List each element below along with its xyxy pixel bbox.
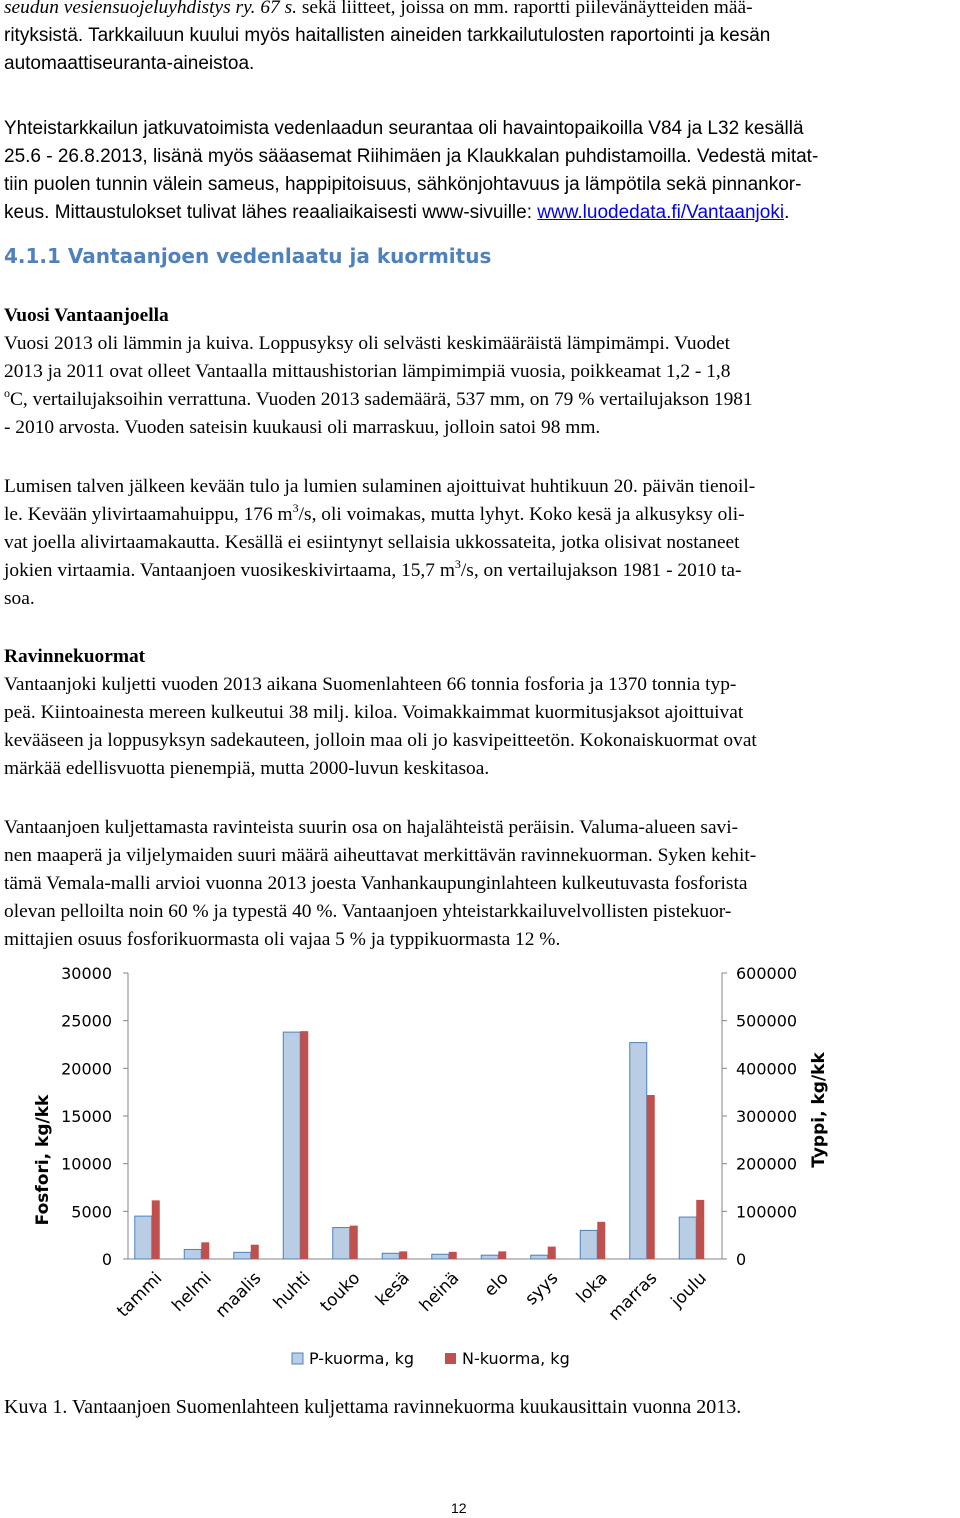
x-tick-label: tammi <box>113 1268 167 1322</box>
x-tick-label: syys <box>521 1268 563 1310</box>
x-tick-label: helmi <box>168 1268 216 1316</box>
year-line-4: - 2010 arvosta. Vuoden sateisin kuukausi oli marraskuu, jolloin satoi 98 mm. <box>4 417 601 438</box>
section-heading: 4.1.1 Vantaanjoen vedenlaatu ja kuormitus <box>4 244 492 268</box>
figure-caption: Kuva 1. Vantaanjoen Suomenlahteen kuljettama ravinnekuorma kuukausittain vuonna 2013. <box>4 1396 742 1418</box>
x-tick-label: touko <box>316 1268 365 1317</box>
x-tick-label: elo <box>480 1268 513 1301</box>
right-tick-label: 600000 <box>736 964 798 983</box>
left-tick-label: 5000 <box>71 1202 112 1222</box>
p-bar <box>630 1043 647 1259</box>
nutrients-line-2: peä. Kiintoainesta mereen kulkeutui 38 milj. kiloa. Voimakkaimmat kuormitusjaksot ajoittuivat <box>4 702 744 723</box>
spring-line-1: Lumisen talven jälkeen kevään tulo ja lumien sulaminen ajoittuivat huhtikuun 20. päivän tienoil- <box>4 476 756 497</box>
sources-line-2: nen maaperä ja viljelymaiden suuri määrä aiheuttavat merkittävän ravinnekuorman. Syken kehit- <box>4 845 757 866</box>
left-tick-label: 0 <box>101 1250 112 1269</box>
x-tick-label: joulu <box>667 1268 711 1312</box>
right-tick-label: 100000 <box>736 1202 798 1222</box>
legend-label-p: P-kuorma, kg <box>309 1349 415 1368</box>
p-bar <box>580 1230 597 1259</box>
luodedata-link[interactable]: www.luodedata.fi/Vantaanjoki <box>537 202 785 223</box>
y-axis-label-right: Typpi, kg/kk <box>809 1052 829 1168</box>
right-tick-label: 300000 <box>736 1107 798 1126</box>
p-bar <box>481 1255 498 1259</box>
legend-label-n: N-kuorma, kg <box>462 1349 570 1368</box>
n-bar <box>498 1251 506 1259</box>
x-tick-label: kesä <box>372 1268 414 1311</box>
n-bar <box>251 1245 259 1259</box>
p-bar <box>432 1254 449 1259</box>
left-tick-label: 10000 <box>61 1154 112 1174</box>
p-bar <box>234 1252 251 1259</box>
nutrients-line-1: Vantaanjoki kuljetti vuoden 2013 aikana Suomenlahteen 66 tonnia fosforia ja 1370 tonnia typ- <box>4 674 737 695</box>
n-bar <box>350 1226 358 1259</box>
n-bar <box>647 1095 655 1259</box>
p-bar <box>382 1253 399 1259</box>
sources-line-4: olevan pelloilta noin 60 % ja typestä 40 %. Vantaanjoen yhteistarkkailuvelvollisten pistekuor- <box>4 901 732 922</box>
spring-line-5: soa. <box>4 588 35 609</box>
intro-line-1: seudun vesiensuojeluyhdistys ry. 67 s. sekä liitteet, joissa on mm. raportti piilevänäytteiden mää- <box>4 0 753 18</box>
monitoring-line-3: tiin puolen tunnin välein sameus, happipitoisuus, sähkönjohtavuus ja lämpötila sekä pinnankor- <box>4 174 802 195</box>
spring-line-3: vat joella alivirtaamakautta. Kesällä ei esiintynyt sellaisia ukkossateita, jotka olisivat nostaneet <box>4 532 740 553</box>
sources-line-3: tämä Vemala-malli arvioi vuonna 2013 joesta Vanhankaupunginlahteen kulkeutuvasta fosforista <box>4 873 748 894</box>
n-bar <box>201 1242 209 1259</box>
n-bar <box>449 1252 457 1259</box>
monitoring-line-1: Yhteistarkkailun jatkuvatoimista vedenlaadun seurantaa oli havaintopaikoilla V84 ja L32 kesällä <box>4 118 804 139</box>
right-tick-label: 400000 <box>736 1059 798 1079</box>
x-tick-label: huhti <box>269 1268 315 1314</box>
spring-line-4: jokien virtaamia. Vantaanjoen vuosikeskivirtaama, 15,7 $m^3/s$, on vertailujakson 1981 - 2010 ta- <box>4 557 742 581</box>
spring-line-2: le. Kevään ylivirtaamahuippu, 176 $m^3/s$, oli voimakas, mutta lyhyt. Koko kesä ja alkusyksy oli- <box>4 501 745 525</box>
n-bar <box>300 1031 308 1259</box>
left-tick-label: 15000 <box>61 1107 112 1126</box>
n-bar <box>597 1222 605 1259</box>
monitoring-line-2: 25.6 - 26.8.2013, lisänä myös sääasemat Riihimäen ja Klaukkalan puhdistamoilla. Vedestä mitat- <box>4 146 819 167</box>
legend-swatch-n <box>445 1353 456 1364</box>
nutrients-heading: Ravinnekuormat <box>4 646 146 667</box>
nutrients-line-4: märkää edellisvuotta pienempiä, mutta 2000-luvun keskitasoa. <box>4 758 490 779</box>
right-tick-label: 0 <box>736 1250 747 1269</box>
right-tick-label: 200000 <box>736 1154 798 1174</box>
p-bar <box>283 1032 300 1259</box>
year-heading: Vuosi Vantaanjoella <box>4 305 169 326</box>
n-bar <box>399 1251 407 1259</box>
nutrient-load-chart <box>0 960 960 1390</box>
nutrients-line-3: kevääseen ja loppusyksyn sadekauteen, jolloin maa oli jo kasvipeitteetön. Kokonaiskuormat ovat <box>4 730 757 751</box>
sources-line-5: mittajien osuus fosforikuormasta oli vajaa 5 % ja typpikuormasta 12 %. <box>4 929 561 950</box>
intro-line-2: rityksistä. Tarkkailuun kuului myös haitallisten aineiden tarkkailutulosten raportointi ja kesän <box>4 25 771 46</box>
x-tick-label: marras <box>604 1268 662 1325</box>
y-axis-label-left: Fosfori, kg/kk <box>33 1094 53 1226</box>
intro-line-3: automaattiseuranta-aineistoa. <box>4 53 255 74</box>
n-bar <box>152 1200 160 1259</box>
p-bar <box>333 1228 350 1259</box>
page-number: 12 <box>451 1500 467 1516</box>
monitoring-line-4: keus. Mittaustulokset tulivat lähes reaaliaikaisesti www-sivuille: www.luodedata.fi/Vantaanjoki. <box>4 202 790 223</box>
year-line-2: 2013 ja 2011 ovat olleet Vantaalla mittaushistorian lämpimimpiä vuosia, poikkeamat 1,2 - 1,8 <box>4 361 731 382</box>
year-line-3: $^o$C, vertailujaksoihin verrattuna. Vuoden 2013 sademäärä, 537 mm, on 79 % vertailujakson 1981 <box>4 386 753 410</box>
legend-swatch-p <box>292 1353 303 1364</box>
left-tick-label: 20000 <box>61 1059 112 1079</box>
sources-line-1: Vantaanjoen kuljettamasta ravinteista suurin osa on hajalähteistä peräisin. Valuma-alueen savi- <box>4 817 739 838</box>
x-tick-label: loka <box>572 1268 612 1308</box>
x-tick-label: maalis <box>211 1268 266 1322</box>
year-line-1: Vuosi 2013 oli lämmin ja kuiva. Loppusyksy oli selvästi keskimääräistä lämpimämpi. Vuodet <box>4 333 730 354</box>
n-bar <box>548 1247 556 1259</box>
left-tick-label: 25000 <box>61 1011 112 1031</box>
p-bar <box>184 1249 201 1259</box>
n-bar <box>696 1200 704 1259</box>
right-tick-label: 500000 <box>736 1011 798 1031</box>
left-tick-label: 30000 <box>61 964 112 983</box>
p-bar <box>679 1217 696 1259</box>
p-bar <box>135 1216 152 1259</box>
p-bar <box>531 1255 548 1259</box>
x-tick-label: heinä <box>415 1268 464 1316</box>
